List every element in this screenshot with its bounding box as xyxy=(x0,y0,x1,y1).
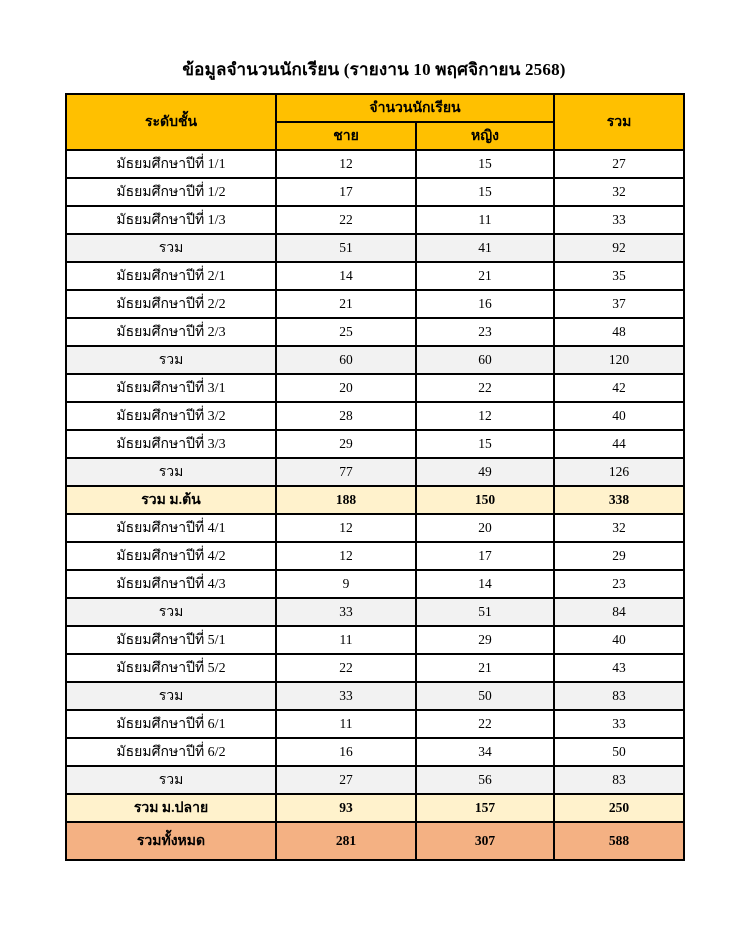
cell-male-count: 33 xyxy=(276,682,416,710)
cell-female-count: 16 xyxy=(416,290,554,318)
cell-female-count: 12 xyxy=(416,402,554,430)
cell-total-count: 48 xyxy=(554,318,684,346)
cell-total-count: 29 xyxy=(554,542,684,570)
cell-male-count: 33 xyxy=(276,598,416,626)
cell-grade-label: มัธยมศึกษาปีที่ 3/2 xyxy=(66,402,276,430)
table-header xyxy=(66,94,684,150)
cell-grade-label: มัธยมศึกษาปีที่ 1/2 xyxy=(66,178,276,206)
cell-total-count: 120 xyxy=(554,346,684,374)
cell-grade-label: รวม xyxy=(66,766,276,794)
cell-female-count: 15 xyxy=(416,150,554,178)
cell-total-count: 126 xyxy=(554,458,684,486)
cell-male-count: 27 xyxy=(276,766,416,794)
cell-male-count: 11 xyxy=(276,710,416,738)
cell-female-count: 21 xyxy=(416,262,554,290)
cell-male-count: 29 xyxy=(276,430,416,458)
cell-male-count: 28 xyxy=(276,402,416,430)
table-row xyxy=(66,598,684,626)
cell-total-count: 40 xyxy=(554,626,684,654)
table-row xyxy=(66,514,684,542)
cell-female-count: 150 xyxy=(416,486,554,514)
table-row xyxy=(66,374,684,402)
cell-male-count: 14 xyxy=(276,262,416,290)
cell-female-count: 21 xyxy=(416,654,554,682)
cell-female-count: 17 xyxy=(416,542,554,570)
table-row xyxy=(66,178,684,206)
cell-total-count: 40 xyxy=(554,402,684,430)
cell-total-count: 84 xyxy=(554,598,684,626)
cell-male-count: 60 xyxy=(276,346,416,374)
cell-grade-label: มัธยมศึกษาปีที่ 3/3 xyxy=(66,430,276,458)
cell-grade-label: มัธยมศึกษาปีที่ 1/1 xyxy=(66,150,276,178)
cell-grade-label: มัธยมศึกษาปีที่ 4/3 xyxy=(66,570,276,598)
cell-total-count: 44 xyxy=(554,430,684,458)
cell-male-count: 22 xyxy=(276,654,416,682)
cell-male-count: 51 xyxy=(276,234,416,262)
cell-total-count: 42 xyxy=(554,374,684,402)
cell-grade-label: มัธยมศึกษาปีที่ 5/1 xyxy=(66,626,276,654)
table-row xyxy=(66,794,684,822)
cell-total-count: 35 xyxy=(554,262,684,290)
cell-male-count: 12 xyxy=(276,150,416,178)
cell-total-count: 33 xyxy=(554,206,684,234)
header-total: รวม xyxy=(554,94,684,150)
cell-female-count: 50 xyxy=(416,682,554,710)
cell-female-count: 49 xyxy=(416,458,554,486)
cell-grade-label: มัธยมศึกษาปีที่ 4/1 xyxy=(66,514,276,542)
cell-female-count: 22 xyxy=(416,374,554,402)
cell-female-count: 60 xyxy=(416,346,554,374)
header-female: หญิง xyxy=(416,122,554,150)
table-row xyxy=(66,318,684,346)
cell-male-count: 22 xyxy=(276,206,416,234)
table-row xyxy=(66,262,684,290)
cell-female-count: 56 xyxy=(416,766,554,794)
table-row xyxy=(66,738,684,766)
cell-grade-label: รวม xyxy=(66,234,276,262)
cell-total-count: 33 xyxy=(554,710,684,738)
table-row xyxy=(66,822,684,860)
header-student-count-group: จำนวนนักเรียน xyxy=(276,94,554,122)
cell-grade-label: รวม ม.ต้น xyxy=(66,486,276,514)
cell-female-count: 23 xyxy=(416,318,554,346)
cell-male-count: 11 xyxy=(276,626,416,654)
table-row xyxy=(66,766,684,794)
table-row xyxy=(66,206,684,234)
header-grade-level: ระดับชั้น xyxy=(66,94,276,150)
cell-male-count: 20 xyxy=(276,374,416,402)
cell-total-count: 83 xyxy=(554,682,684,710)
cell-total-count: 27 xyxy=(554,150,684,178)
table-row xyxy=(66,290,684,318)
cell-total-count: 23 xyxy=(554,570,684,598)
cell-grade-label: มัธยมศึกษาปีที่ 3/1 xyxy=(66,374,276,402)
cell-female-count: 34 xyxy=(416,738,554,766)
table-row xyxy=(66,346,684,374)
table-row xyxy=(66,234,684,262)
cell-total-count: 338 xyxy=(554,486,684,514)
table-row xyxy=(66,542,684,570)
cell-female-count: 20 xyxy=(416,514,554,542)
table-row xyxy=(66,150,684,178)
cell-male-count: 93 xyxy=(276,794,416,822)
cell-grade-label: มัธยมศึกษาปีที่ 5/2 xyxy=(66,654,276,682)
cell-grade-label: มัธยมศึกษาปีที่ 2/3 xyxy=(66,318,276,346)
table-row xyxy=(66,486,684,514)
cell-total-count: 37 xyxy=(554,290,684,318)
cell-female-count: 29 xyxy=(416,626,554,654)
cell-grade-label: รวม xyxy=(66,458,276,486)
cell-male-count: 9 xyxy=(276,570,416,598)
cell-male-count: 12 xyxy=(276,514,416,542)
cell-total-count: 83 xyxy=(554,766,684,794)
cell-male-count: 12 xyxy=(276,542,416,570)
cell-male-count: 281 xyxy=(276,822,416,860)
cell-male-count: 25 xyxy=(276,318,416,346)
cell-female-count: 41 xyxy=(416,234,554,262)
cell-grade-label: รวม xyxy=(66,346,276,374)
cell-female-count: 307 xyxy=(416,822,554,860)
cell-total-count: 32 xyxy=(554,178,684,206)
cell-grade-label: มัธยมศึกษาปีที่ 4/2 xyxy=(66,542,276,570)
cell-male-count: 17 xyxy=(276,178,416,206)
student-count-table xyxy=(65,93,685,861)
table-row xyxy=(66,654,684,682)
cell-female-count: 15 xyxy=(416,430,554,458)
table-row xyxy=(66,430,684,458)
cell-male-count: 21 xyxy=(276,290,416,318)
cell-total-count: 43 xyxy=(554,654,684,682)
cell-grade-label: รวม ม.ปลาย xyxy=(66,794,276,822)
cell-total-count: 50 xyxy=(554,738,684,766)
cell-grade-label: มัธยมศึกษาปีที่ 6/2 xyxy=(66,738,276,766)
cell-grade-label: มัธยมศึกษาปีที่ 1/3 xyxy=(66,206,276,234)
cell-grade-label: รวมทั้งหมด xyxy=(66,822,276,860)
cell-male-count: 16 xyxy=(276,738,416,766)
cell-total-count: 92 xyxy=(554,234,684,262)
cell-female-count: 51 xyxy=(416,598,554,626)
cell-female-count: 15 xyxy=(416,178,554,206)
cell-grade-label: รวม xyxy=(66,682,276,710)
table-body xyxy=(66,150,684,860)
cell-total-count: 32 xyxy=(554,514,684,542)
table-row xyxy=(66,402,684,430)
cell-grade-label: มัธยมศึกษาปีที่ 6/1 xyxy=(66,710,276,738)
table-row xyxy=(66,710,684,738)
cell-male-count: 188 xyxy=(276,486,416,514)
page-title: ข้อมูลจำนวนนักเรียน (รายงาน 10 พฤศจิกายน 2568) xyxy=(182,60,566,79)
cell-female-count: 157 xyxy=(416,794,554,822)
header-male: ชาย xyxy=(276,122,416,150)
cell-male-count: 77 xyxy=(276,458,416,486)
table-row xyxy=(66,458,684,486)
table-row xyxy=(66,570,684,598)
table-row xyxy=(66,626,684,654)
cell-total-count: 588 xyxy=(554,822,684,860)
table-row xyxy=(66,682,684,710)
cell-female-count: 14 xyxy=(416,570,554,598)
cell-grade-label: มัธยมศึกษาปีที่ 2/1 xyxy=(66,262,276,290)
cell-grade-label: รวม xyxy=(66,598,276,626)
cell-total-count: 250 xyxy=(554,794,684,822)
cell-grade-label: มัธยมศึกษาปีที่ 2/2 xyxy=(66,290,276,318)
cell-female-count: 11 xyxy=(416,206,554,234)
cell-female-count: 22 xyxy=(416,710,554,738)
